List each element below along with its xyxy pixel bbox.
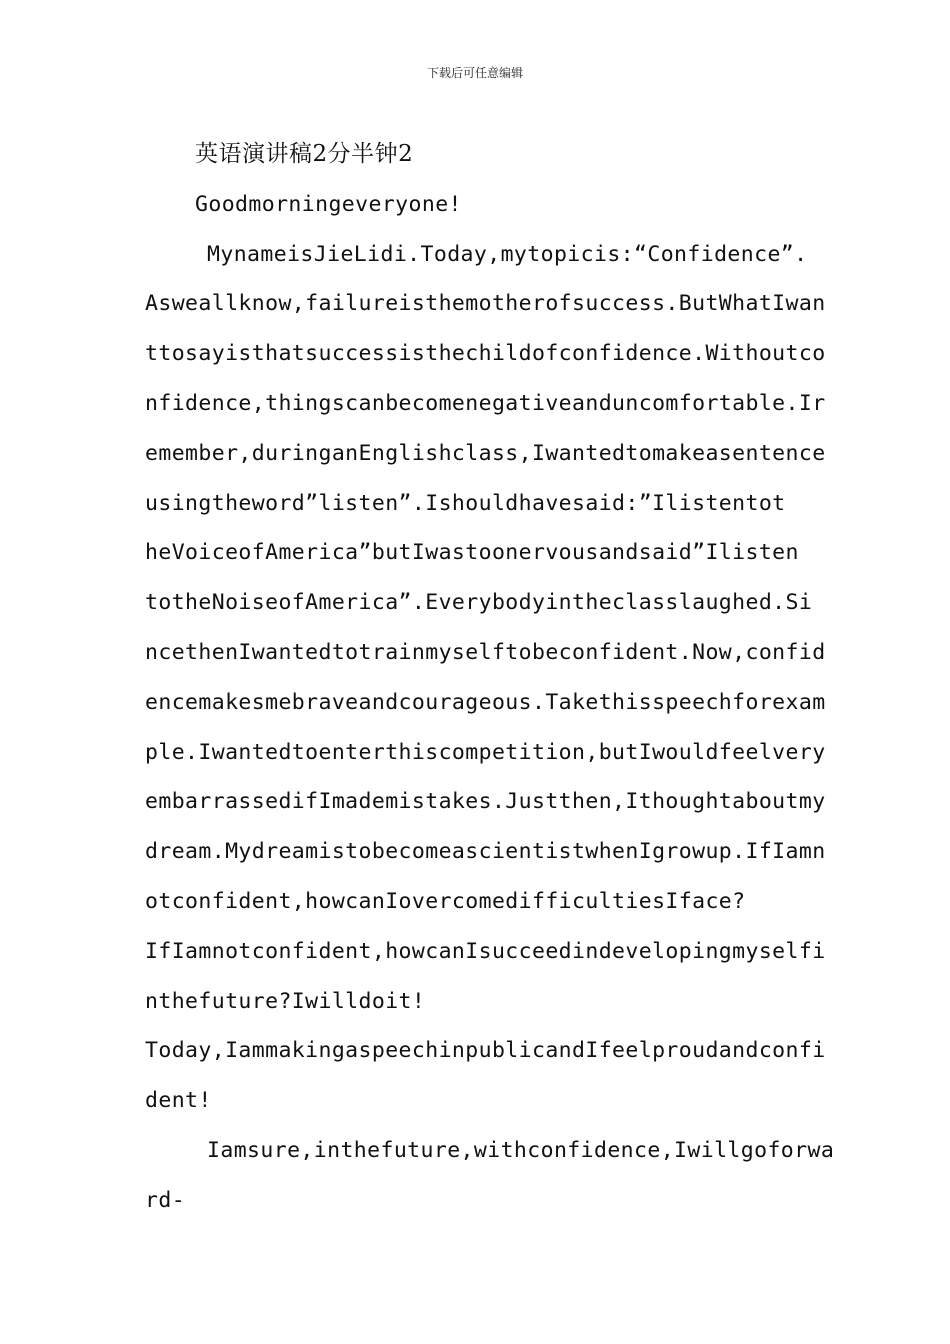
paragraph-line: nthefuture?Iwilldoit! [145, 988, 426, 1014]
paragraph-line: emember,duringanEnglishclass,Iwantedtomakeasentence [145, 440, 826, 466]
paragraph-2 [145, 1126, 835, 1226]
paragraph-line: nfidence,thingscanbecomenegativeanduncomfortable.Ir [145, 390, 826, 416]
paragraph-1 [145, 230, 826, 1126]
paragraph-line: otconfident,howcanIovercomedifficultiesIface? [145, 888, 746, 914]
greeting-line: Goodmorningeveryone! [195, 191, 462, 217]
paragraph-line: dream.MydreamistobecomeascientistwhenIgrowup.IfIamn [145, 839, 826, 865]
paragraph-line: MynameisJieLidi.Today,mytopicis:“Confidence”. [207, 241, 808, 267]
paragraph-line: embarrassedifImademistakes.Justthen,Ithoughtaboutmy [145, 789, 826, 815]
paragraph-line: IfIamnotconfident,howcanIsucceedindevelopingmyselfi [145, 938, 826, 964]
paragraph-line: dent! [145, 1088, 212, 1114]
paragraph-line: rd- [145, 1187, 186, 1213]
paragraph-line: ncethenIwantedtotrainmyselftobeconfident.Now,confid [145, 639, 826, 665]
paragraph-line: totheNoiseofAmerica”.Everybodyintheclasslaughed.Si [145, 590, 813, 616]
paragraph-line: usingtheword”listen”.Ishouldhavesaid:”Ilistentot [145, 490, 786, 516]
page-header-note: 下载后可任意编辑 [426, 66, 523, 80]
paragraph-line: ple.Iwantedtoenterthiscompetition,butIwouldfeelvery [145, 739, 826, 765]
paragraph-line: Asweallknow,failureisthemotherofsuccess.ButWhatIwan [145, 291, 826, 317]
document-title: 英语演讲稿2分半钟2 [195, 141, 414, 167]
paragraph-line: encemakesmebraveandcourageous.Takethisspeechforexam [145, 689, 826, 715]
paragraph-line: ttosayisthatsuccessisthechildofconfidence.Withoutco [145, 341, 826, 367]
paragraph-line: Iamsure,inthefuture,withconfidence,Iwillgoforwa [207, 1137, 835, 1163]
paragraph-line: Today,IammakingaspeechinpublicandIfeelproudandconfi [145, 1038, 826, 1064]
paragraph-line: heVoiceofAmerica”butIwastoonervousandsaid”Ilisten [145, 540, 799, 566]
document-body [145, 130, 835, 1226]
